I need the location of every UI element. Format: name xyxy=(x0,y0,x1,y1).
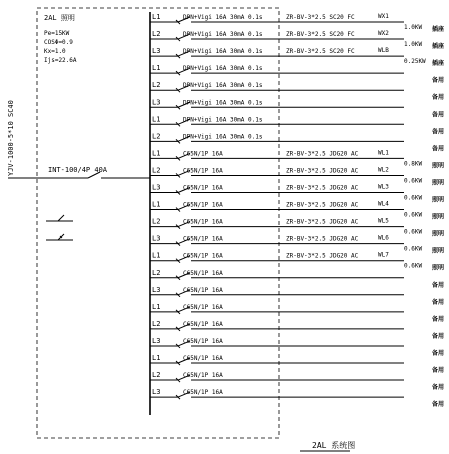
load-label: 0.6KW xyxy=(404,177,423,185)
breaker-label: C65N/1P 16A xyxy=(183,372,223,380)
breaker-label: DPN+Vigi 16A 30mA 0.1s xyxy=(183,116,263,124)
phase-label: L2 xyxy=(152,268,161,277)
circuit-id: WX2 xyxy=(378,30,389,38)
breaker-label: C65N/1P 16A xyxy=(183,184,223,192)
panel-name: 2AL 照明 xyxy=(44,14,75,22)
breaker-label: C65N/1P 16A xyxy=(183,389,223,397)
circuit-use: 备用 xyxy=(432,332,445,340)
panel-param-kx: Kx=1.0 xyxy=(44,48,66,55)
incoming-breaker-label: INT-100/4P 40A xyxy=(48,166,108,174)
legend-symbols xyxy=(46,215,73,240)
circuit-use: 备用 xyxy=(432,281,445,289)
breaker-label: DPN+Vigi 16A 30mA 0.1s xyxy=(183,14,263,21)
circuit-use: 备用 xyxy=(432,315,445,323)
circuit-id: WL3 xyxy=(378,183,389,191)
circuit-id: WL5 xyxy=(378,217,389,225)
cable-label: ZR-BV-3*2.5 JDG20 AC xyxy=(286,218,359,226)
phase-label: L1 xyxy=(152,251,161,260)
load-label: 0.6KW xyxy=(404,228,423,236)
phase-label: L1 xyxy=(152,115,161,124)
phase-label: L2 xyxy=(152,30,161,39)
breaker-label: DPN+Vigi 16A 30mA 0.1s xyxy=(183,133,263,141)
breaker-label: C65N/1P 16A xyxy=(183,218,223,226)
phase-label: L3 xyxy=(152,388,161,397)
breaker-label: C65N/1P 16A xyxy=(183,201,223,209)
circuit-use: 插座 xyxy=(432,26,445,33)
breaker-label: DPN+Vigi 16A 30mA 0.1s xyxy=(183,65,263,73)
circuit-id: WL6 xyxy=(378,234,389,242)
circuit-use: 照明 xyxy=(432,264,445,272)
load-label: 1.0KW xyxy=(404,41,423,49)
load-label: 0.6KW xyxy=(404,262,423,270)
circuit-use: 备用 xyxy=(432,401,445,409)
phase-label: L1 xyxy=(152,149,161,158)
phase-label: L2 xyxy=(152,217,161,226)
phase-label: L1 xyxy=(152,13,161,21)
panel-param-pe: Pe=15KW xyxy=(44,30,70,37)
breaker-label: C65N/1P 16A xyxy=(183,286,223,294)
load-label: 0.25KW xyxy=(404,58,426,66)
phase-label: L1 xyxy=(152,200,161,209)
phase-label: L1 xyxy=(152,302,161,311)
circuit-use: 备用 xyxy=(432,367,445,374)
circuit-use: 插座 xyxy=(432,60,445,68)
circuit-use: 备用 xyxy=(432,111,445,119)
cable-label: ZR-BV-3*2.5 SC20 FC xyxy=(286,48,355,56)
breaker-label: DPN+Vigi 16A 30mA 0.1s xyxy=(183,82,263,90)
circuit-use: 备用 xyxy=(432,384,445,392)
phase-label: L3 xyxy=(152,98,161,107)
phase-label: L2 xyxy=(152,81,161,90)
breaker-label: C65N/1P 16A xyxy=(183,235,223,243)
cable-label: ZR-BV-3*2.5 JDG20 AC xyxy=(286,150,359,158)
circuit-use: 备用 xyxy=(432,349,445,357)
phase-label: L3 xyxy=(152,183,161,192)
phase-label: L2 xyxy=(152,371,161,380)
cable-label: ZR-BV-3*2.5 JDG20 AC xyxy=(286,201,359,209)
cable-label: ZR-BV-3*2.5 JDG20 AC xyxy=(286,252,359,260)
circuit-use: 备用 xyxy=(432,77,445,85)
phase-label: L2 xyxy=(152,319,161,328)
load-label: 1.0KW xyxy=(404,24,423,31)
phase-label: L3 xyxy=(152,234,161,243)
breaker-label: C65N/1P 16A xyxy=(183,355,223,362)
circuit-use: 照明 xyxy=(432,230,445,238)
circuit-use: 照明 xyxy=(432,179,445,187)
circuit-id: WL1 xyxy=(378,149,389,157)
circuit-id: WL4 xyxy=(378,200,389,208)
diagram-title: 2AL 系统图 xyxy=(312,441,356,450)
cable-label: ZR-BV-3*2.5 SC20 FC xyxy=(286,31,355,39)
load-label: 0.6KW xyxy=(404,194,423,202)
circuit-use: 备用 xyxy=(432,298,445,306)
incoming-cable-label: YJV-1000-5*10 SC40 xyxy=(7,100,15,176)
breaker-label: C65N/1P 16A xyxy=(183,269,223,277)
circuit-use: 照明 xyxy=(432,213,445,221)
cable-label: ZR-BV-3*2.5 SC20 FC xyxy=(286,14,355,21)
circuits-layer xyxy=(150,13,444,408)
circuit-use: 备用 xyxy=(432,128,445,136)
circuit-use: 照明 xyxy=(432,162,445,170)
circuit-id: WL7 xyxy=(378,251,389,259)
phase-label: L2 xyxy=(152,166,161,175)
load-label: 0.6KW xyxy=(404,245,423,253)
phase-label: L3 xyxy=(152,47,161,56)
phase-label: L2 xyxy=(152,132,161,141)
phase-label: L1 xyxy=(152,64,161,73)
breaker-label: C65N/1P 16A xyxy=(183,303,223,311)
load-label: 0.8KW xyxy=(404,160,423,168)
breaker-label: C65N/1P 16A xyxy=(183,320,223,328)
circuit-id: WLB xyxy=(378,47,389,55)
circuit-use: 插座 xyxy=(432,43,445,51)
breaker-label: C65N/1P 16A xyxy=(183,150,223,158)
phase-label: L3 xyxy=(152,336,161,345)
cable-label: ZR-BV-3*2.5 JDG20 AC xyxy=(286,235,359,243)
circuit-use: 照明 xyxy=(432,196,445,204)
breaker-label: C65N/1P 16A xyxy=(183,167,223,175)
phase-label: L3 xyxy=(152,285,161,294)
phase-label: L1 xyxy=(152,354,161,362)
panel-param-cos: COSΦ=0.9 xyxy=(44,39,73,46)
circuit-id: WL2 xyxy=(378,166,389,174)
circuit-id: WX1 xyxy=(378,13,389,20)
circuit-use: 照明 xyxy=(432,247,445,255)
breaker-label: C65N/1P 16A xyxy=(183,252,223,260)
breaker-label: DPN+Vigi 16A 30mA 0.1s xyxy=(183,99,263,107)
cable-label: ZR-BV-3*2.5 JDG20 AC xyxy=(286,184,359,192)
breaker-label: C65N/1P 16A xyxy=(183,337,223,345)
load-label: 0.6KW xyxy=(404,211,423,219)
panel-param-ijs: Ijs=22.6A xyxy=(44,57,77,64)
breaker-label: DPN+Vigi 16A 30mA 0.1s xyxy=(183,48,263,56)
circuit-use: 备用 xyxy=(432,94,445,102)
cable-label: ZR-BV-3*2.5 JDG20 AC xyxy=(286,167,359,175)
breaker-label: DPN+Vigi 16A 30mA 0.1s xyxy=(183,31,263,39)
circuit-use: 备用 xyxy=(432,145,445,153)
